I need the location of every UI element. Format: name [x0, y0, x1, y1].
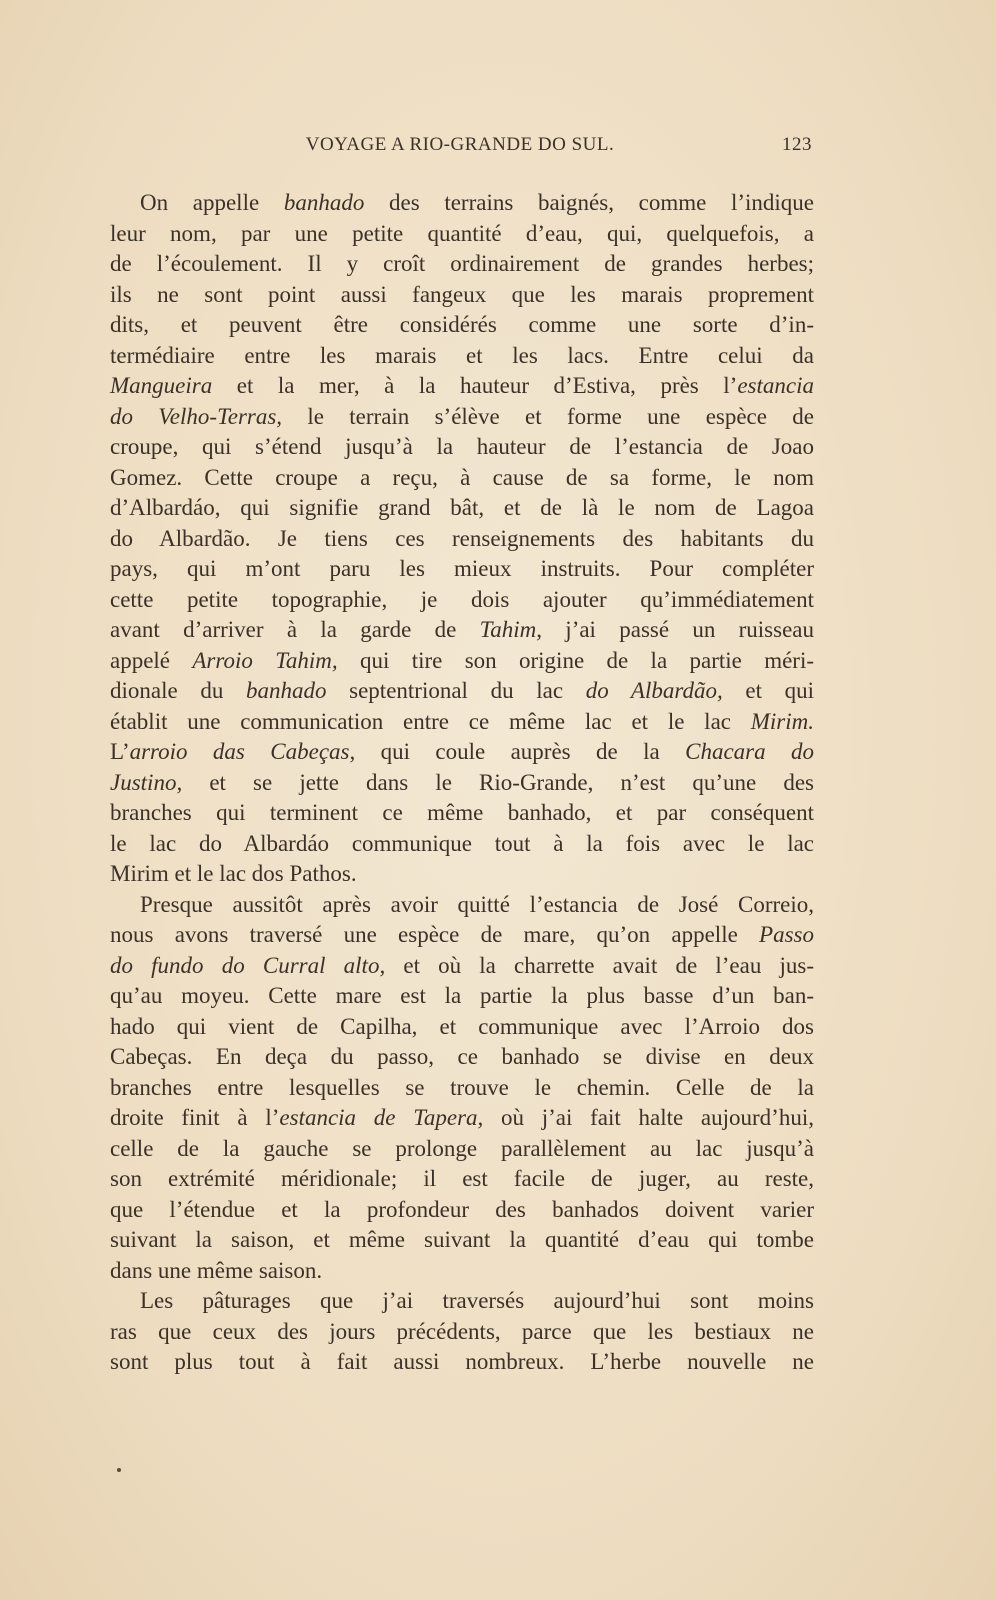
- text-segment: que l’étendue et la profondeur des banhados doivent varier: [110, 1196, 814, 1222]
- text-segment: Cabeças. En deça du passo, ce banhado se divise en deux: [110, 1044, 814, 1069]
- text-line: [110, 493, 814, 524]
- text-segment: établit une communication entre ce même lac et le lac: [110, 708, 751, 734]
- italic-term: Mirim.: [750, 708, 814, 734]
- text-segment: ils ne sont point aussi fangeux que les marais proprement: [110, 281, 814, 307]
- text-line: [110, 524, 814, 555]
- text-line: [110, 1256, 814, 1287]
- text-line: [110, 1225, 814, 1256]
- text-line: [110, 1195, 814, 1226]
- text-line: [110, 1073, 814, 1104]
- text-line: [110, 1164, 814, 1195]
- text-line: [110, 859, 814, 890]
- text-segment: Gomez. Cette croupe a reçu, à cause de sa forme, le nom: [110, 464, 814, 490]
- text-segment: appelé: [110, 647, 193, 673]
- text-line: [110, 554, 814, 585]
- text-line: [110, 676, 814, 707]
- text-segment: nous avons traversé une espèce de mare, qu’on appelle: [110, 922, 760, 947]
- text-segment: branches entre lesquelles se trouve le chemin. Celle de la: [110, 1074, 814, 1100]
- text-segment: ras que ceux des jours précédents, parce que les bestiaux ne: [110, 1318, 814, 1344]
- text-line: [110, 188, 814, 219]
- text-line: [110, 1347, 814, 1378]
- text-segment: termédiaire entre les marais et les lacs. Entre celui da: [110, 342, 814, 368]
- text-line: [110, 280, 814, 311]
- text-line: [110, 341, 814, 372]
- italic-term: do Velho-Terras,: [110, 403, 283, 429]
- page-header: [108, 134, 812, 162]
- text-segment: j’ai passé un ruisseau: [542, 617, 814, 642]
- text-segment: de l’écoulement. Il y croît ordinairement de grandes herbes;: [110, 251, 814, 276]
- text-line: [110, 310, 814, 341]
- text-line: [110, 463, 814, 494]
- text-segment: dionale du: [110, 678, 246, 703]
- text-segment: dits, et peuvent être considérés comme une sorte d’in-: [110, 312, 814, 337]
- text-segment: hado qui vient de Capilha, et communique avec l’Arroio dos: [110, 1013, 814, 1039]
- text-segment: dans une même saison.: [110, 1257, 323, 1283]
- text-segment: leur nom, par une petite quantité d’eau, qui, quelquefois, a: [110, 220, 814, 246]
- text-segment: sont plus tout à fait aussi nombreux. L’herbe nouvelle ne: [110, 1349, 814, 1374]
- text-segment: suivant la saison, et même suivant la quantité d’eau qui tombe: [110, 1227, 814, 1252]
- text-segment: L’: [110, 739, 130, 764]
- text-segment: d’Albardáo, qui signifie grand bât, et de là le nom de Lagoa: [110, 495, 814, 520]
- text-segment: qui tire son origine de la partie méri-: [337, 647, 815, 673]
- text-line: [110, 1317, 814, 1348]
- text-line: [110, 1103, 814, 1134]
- text-line: [110, 768, 814, 799]
- text-line: [110, 1042, 814, 1073]
- text-line: [110, 981, 814, 1012]
- text-segment: avant d’arriver à la garde de: [110, 617, 480, 642]
- italic-term: estancia: [737, 373, 814, 398]
- text-segment: croupe, qui s’étend jusqu’à la hauteur de l’estancia de Joao: [110, 434, 814, 459]
- text-line: [110, 1012, 814, 1043]
- ink-speck: [117, 1468, 121, 1472]
- text-line: [110, 371, 814, 402]
- text-line: [110, 798, 814, 829]
- text-segment: Presque aussitôt après avoir quitté l’estancia de José Correio,: [140, 891, 814, 917]
- text-segment: do Albardão. Je tiens ces renseignements des habitants du: [110, 525, 814, 551]
- text-line: [110, 920, 814, 951]
- italic-term: arroio das Cabeças,: [129, 739, 356, 764]
- text-segment: Mirim et le lac dos Pathos.: [110, 861, 357, 886]
- text-segment: qu’au moyeu. Cette mare est la partie la plus basse d’un ban-: [110, 983, 814, 1008]
- text-line: [110, 249, 814, 280]
- italic-term: Tahim,: [479, 617, 543, 642]
- text-segment: qui coule auprès de la: [355, 739, 686, 764]
- italic-term: do fundo do Curral alto,: [110, 952, 386, 978]
- text-segment: droite finit à l’: [110, 1105, 280, 1130]
- italic-term: do Albardão,: [585, 678, 723, 703]
- text-line: [110, 829, 814, 860]
- italic-term: banhado: [283, 190, 365, 215]
- text-segment: et se jette dans le Rio-Grande, n’est qu’une des: [182, 769, 814, 795]
- text-segment: pays, qui m’ont paru les mieux instruits. Pour compléter: [110, 556, 814, 581]
- text-line: [110, 1286, 814, 1317]
- italic-term: Passo: [759, 922, 814, 947]
- text-line: [110, 646, 814, 677]
- italic-term: Justino,: [110, 769, 183, 795]
- text-segment: le terrain s’élève et forme une espèce de: [282, 403, 814, 429]
- text-line: [110, 432, 814, 463]
- text-line: [110, 219, 814, 250]
- text-segment: cette petite topographie, je dois ajouter qu’immédiatement: [110, 586, 814, 612]
- italic-term: estancia de Tapera,: [279, 1105, 484, 1130]
- text-segment: et qui: [722, 678, 814, 703]
- page-number: 123: [782, 134, 812, 155]
- text-segment: son extrémité méridionale; il est facile de juger, au reste,: [110, 1166, 814, 1191]
- italic-term: Mangueira: [110, 373, 213, 398]
- text-segment: Les pâturages que j’ai traversés aujourd’hui sont moins: [140, 1288, 814, 1313]
- body-text: [110, 188, 814, 1378]
- text-line: [110, 615, 814, 646]
- italic-term: banhado: [246, 678, 327, 703]
- text-line: [110, 890, 814, 921]
- italic-term: Chacara do: [685, 739, 814, 764]
- text-line: [110, 402, 814, 433]
- text-segment: des terrains baignés, comme l’indique: [364, 190, 815, 215]
- text-segment: et où la charrette avait de l’eau jus-: [385, 952, 814, 978]
- text-segment: le lac do Albardáo communique tout à la fois avec le lac: [110, 830, 814, 856]
- text-line: [110, 585, 814, 616]
- text-segment: où j’ai fait halte aujourd’hui,: [483, 1105, 814, 1130]
- text-segment: On appelle: [140, 190, 284, 215]
- text-line: [110, 1134, 814, 1165]
- text-segment: septentrional du lac: [326, 678, 586, 703]
- text-line: [110, 737, 814, 768]
- text-segment: celle de la gauche se prolonge parallèlement au lac jusqu’à: [110, 1135, 814, 1161]
- text-segment: branches qui terminent ce même banhado, et par conséquent: [110, 800, 814, 825]
- running-title: VOYAGE A RIO-GRANDE DO SUL.: [305, 134, 615, 155]
- text-line: [110, 707, 814, 738]
- text-line: [110, 951, 814, 982]
- text-segment: et la mer, à la hauteur d’Estiva, près l’: [212, 373, 738, 398]
- italic-term: Arroio Tahim,: [192, 647, 338, 673]
